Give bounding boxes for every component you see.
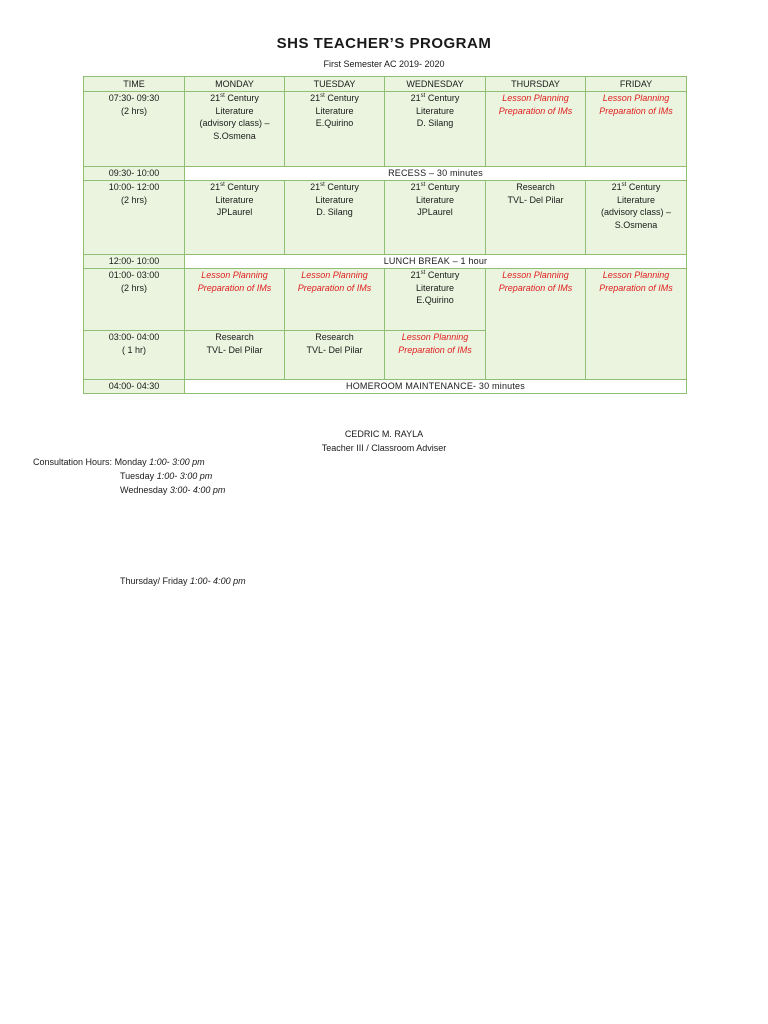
col-monday: MONDAY xyxy=(185,77,285,92)
planning-label: Lesson Planning xyxy=(401,332,469,342)
consultation-time: 1:00- 4:00 pm xyxy=(190,576,246,586)
planning-detail: Preparation of IMs xyxy=(498,282,573,293)
duration: (2 hrs) xyxy=(120,194,147,205)
course-number: 21 xyxy=(310,93,321,103)
time-range: 03:00- 04:00 xyxy=(108,332,160,342)
course-word: Century xyxy=(224,182,259,192)
class-cell-wednesday xyxy=(385,92,486,167)
consultation-time: 1:00- 3:00 pm xyxy=(156,471,213,481)
course-subject: Literature xyxy=(315,194,354,205)
table-row xyxy=(84,92,687,167)
col-friday: FRIDAY xyxy=(586,77,687,92)
recess-row xyxy=(84,167,687,181)
research-cell-monday xyxy=(185,331,285,380)
course-number: 21 xyxy=(410,270,421,280)
research-cell-thursday xyxy=(486,181,586,255)
class-cell-tuesday xyxy=(285,92,385,167)
course-subject: Literature xyxy=(215,105,254,116)
consultation-monday xyxy=(33,457,205,467)
research-section: TVL- Del Pilar xyxy=(306,344,363,355)
duration: ( 1 hr) xyxy=(121,344,146,355)
planning-cell-thursday xyxy=(486,92,586,167)
ordinal-suffix: st xyxy=(621,182,627,188)
section-name: JPLaurel xyxy=(417,207,453,217)
class-cell-wednesday xyxy=(385,181,486,255)
homeroom-row xyxy=(84,380,687,394)
time-cell xyxy=(84,92,185,167)
planning-label: Lesson Planning xyxy=(502,93,569,103)
planning-label: Lesson Planning xyxy=(301,270,368,280)
class-cell-wednesday xyxy=(385,269,486,331)
course-number: 21 xyxy=(410,182,421,192)
consultation-day: Tuesday xyxy=(120,471,155,481)
course-word: Century xyxy=(425,270,460,280)
research-section: TVL- Del Pilar xyxy=(507,194,564,205)
col-tuesday: TUESDAY xyxy=(285,77,385,92)
course-subject: Literature xyxy=(315,105,354,116)
ordinal-suffix: st xyxy=(420,270,426,276)
section-name: D. Silang xyxy=(316,207,353,217)
semester-subtitle: First Semester AC 2019- 2020 xyxy=(323,59,445,69)
planning-cell-friday-pm xyxy=(586,269,687,380)
course-subject: Literature xyxy=(415,194,455,205)
planning-cell-tuesday xyxy=(285,269,385,331)
planning-cell-monday xyxy=(185,269,285,331)
ordinal-suffix: st xyxy=(320,93,325,99)
consultation-day: Monday xyxy=(114,457,147,467)
consultation-time: 1:00- 3:00 pm xyxy=(149,457,205,467)
col-time: TIME xyxy=(84,77,185,92)
section-name: S.Osmena xyxy=(614,219,658,230)
class-note: (advisory class) – xyxy=(600,207,672,217)
planning-cell-friday xyxy=(586,92,687,167)
time-range: 07:30- 09:30 xyxy=(108,93,160,103)
time-range: 04:00- 04:30 xyxy=(84,380,185,394)
time-cell xyxy=(84,181,185,255)
teacher-position: Teacher III / Classroom Adviser xyxy=(321,443,447,453)
section-name: E.Quirino xyxy=(416,295,454,305)
consultation-day: Thursday/ Friday xyxy=(120,576,188,586)
consultation-wednesday xyxy=(120,485,225,495)
section-name: S.Osmena xyxy=(213,130,256,141)
course-word: Century xyxy=(324,93,359,103)
time-range: 01:00- 03:00 xyxy=(108,270,160,280)
consultation-day: Wednesday xyxy=(120,485,168,495)
course-subject: Literature xyxy=(415,282,455,293)
course-subject: Literature xyxy=(616,194,656,205)
planning-label: Lesson Planning xyxy=(201,270,268,280)
time-cell xyxy=(84,269,185,331)
class-cell-friday xyxy=(586,181,687,255)
planning-label: Lesson Planning xyxy=(502,270,569,280)
planning-cell-wednesday xyxy=(385,331,486,380)
schedule-table xyxy=(83,76,687,394)
planning-detail: Preparation of IMs xyxy=(398,344,472,355)
course-number: 21 xyxy=(310,182,321,192)
header-row xyxy=(84,77,687,92)
course-word: Century xyxy=(626,182,661,192)
consultation-time: 3:00- 4:00 pm xyxy=(169,485,226,495)
research-section: TVL- Del Pilar xyxy=(206,344,263,355)
research-label: Research xyxy=(215,332,254,342)
course-word: Century xyxy=(425,93,460,103)
course-subject: Literature xyxy=(215,194,254,205)
planning-detail: Preparation of IMs xyxy=(297,282,372,293)
ordinal-suffix: st xyxy=(320,182,325,188)
table-row xyxy=(84,181,687,255)
class-cell-monday xyxy=(185,181,285,255)
section-name: E.Quirino xyxy=(315,118,354,128)
course-number: 21 xyxy=(410,93,421,103)
consultation-tuesday xyxy=(120,471,212,481)
course-number: 21 xyxy=(210,93,221,103)
time-range: 10:00- 12:00 xyxy=(108,182,160,192)
section-name: D. Silang xyxy=(416,118,454,128)
planning-detail: Preparation of IMs xyxy=(599,282,673,293)
ordinal-suffix: st xyxy=(220,182,225,188)
col-thursday: THURSDAY xyxy=(486,77,586,92)
ordinal-suffix: st xyxy=(420,182,426,188)
course-subject: Literature xyxy=(415,105,455,116)
recess-label: RECESS – 30 minutes xyxy=(185,167,687,181)
planning-detail: Preparation of IMs xyxy=(197,282,272,293)
course-word: Century xyxy=(324,182,359,192)
ordinal-suffix: st xyxy=(420,93,426,99)
research-label: Research xyxy=(516,182,555,192)
teacher-name: CEDRIC M. RAYLA xyxy=(344,429,424,439)
duration: (2 hrs) xyxy=(120,105,147,116)
class-note: (advisory class) – xyxy=(199,118,270,128)
page-title: SHS TEACHER’S PROGRAM xyxy=(276,35,492,52)
ordinal-suffix: st xyxy=(220,93,225,99)
class-cell-monday xyxy=(185,92,285,167)
col-wednesday: WEDNESDAY xyxy=(385,77,486,92)
consultation-label: Consultation Hours: xyxy=(33,457,113,467)
time-cell xyxy=(84,331,185,380)
duration: (2 hrs) xyxy=(120,282,147,293)
course-word: Century xyxy=(425,182,460,192)
class-cell-tuesday xyxy=(285,181,385,255)
planning-cell-thursday-pm xyxy=(486,269,586,380)
planning-label: Lesson Planning xyxy=(602,270,670,280)
lunch-row xyxy=(84,255,687,269)
course-number: 21 xyxy=(611,182,622,192)
course-word: Century xyxy=(224,93,259,103)
time-range: 12:00- 10:00 xyxy=(84,255,185,269)
course-number: 21 xyxy=(210,182,221,192)
consultation-thursday-friday xyxy=(120,576,246,586)
lunch-label: LUNCH BREAK – 1 hour xyxy=(185,255,687,269)
time-range: 09:30- 10:00 xyxy=(84,167,185,181)
planning-label: Lesson Planning xyxy=(602,93,670,103)
planning-detail: Preparation of IMs xyxy=(599,105,673,116)
section-name: JPLaurel xyxy=(216,207,253,217)
research-label: Research xyxy=(315,332,354,342)
research-cell-tuesday xyxy=(285,331,385,380)
planning-detail: Preparation of IMs xyxy=(498,105,573,116)
homeroom-label: HOMEROOM MAINTENANCE- 30 minutes xyxy=(185,380,687,394)
table-row xyxy=(84,269,687,331)
